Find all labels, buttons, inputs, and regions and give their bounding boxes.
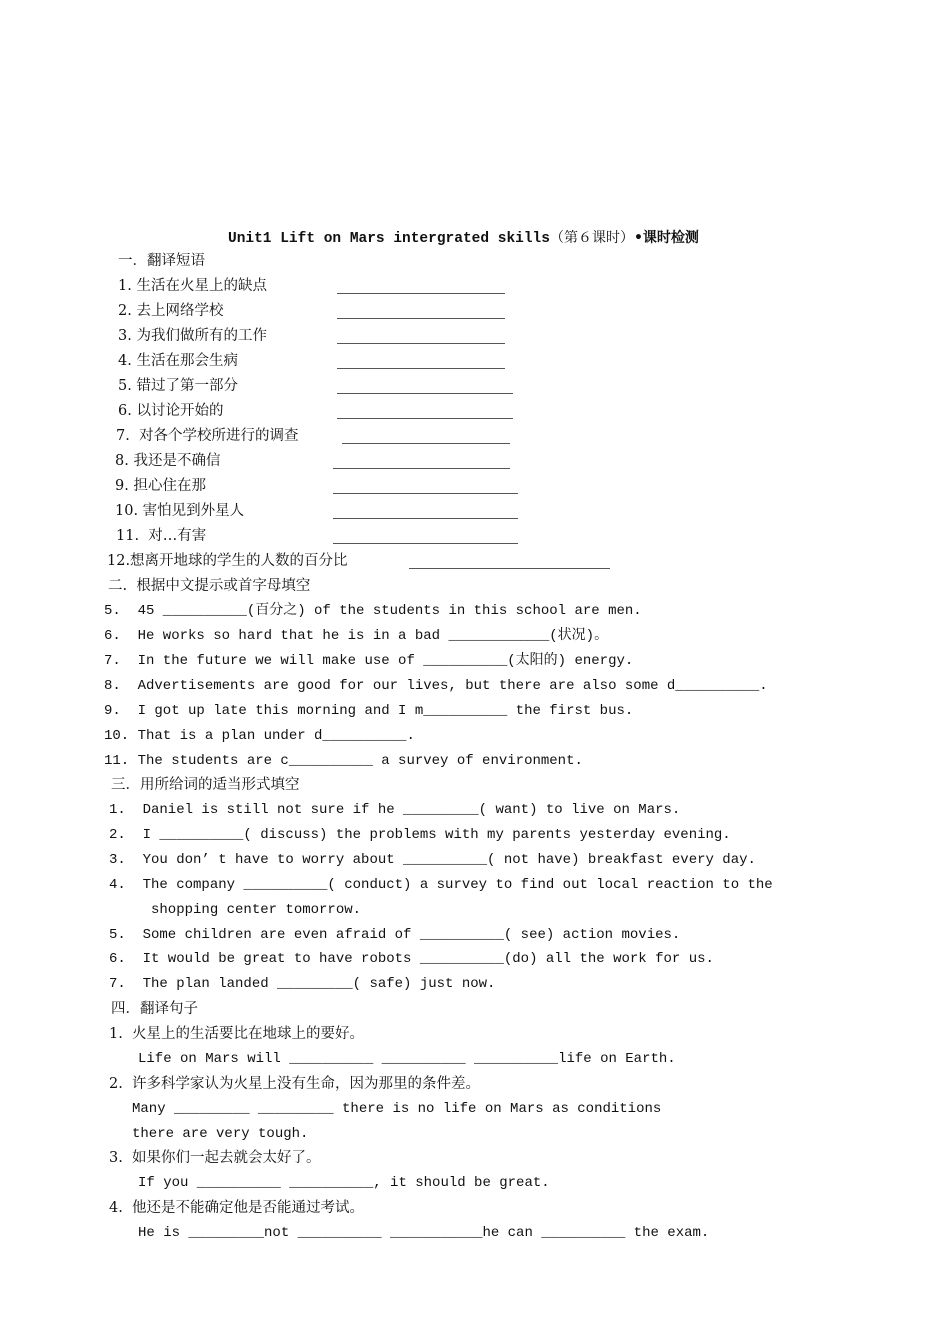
answer-blank-3[interactable] [337,343,505,344]
fill-item-10: 10. That is a plan under d__________. [104,728,415,744]
phrase-item-3: 3. 为我们做所有的工作 [118,328,267,344]
answer-blank-9[interactable] [333,493,518,494]
section-2-heading: 二. 根据中文提示或首字母填空 [108,578,311,594]
section-4-heading: 四．翻译句子 [111,1001,198,1017]
phrase-item-5: 5. 错过了第一部分 [118,378,238,394]
sentence-2-chinese: 2. 许多科学家认为火星上没有生命，因为那里的条件差。 [109,1076,481,1092]
fill-item-6: 6. He works so hard that he is in a bad ____________(状况)。 [104,628,609,644]
phrase-item-12: 12.想离开地球的学生的人数的百分比 [107,553,348,569]
answer-blank-5[interactable] [337,393,513,394]
answer-blank-10[interactable] [333,518,518,519]
phrase-item-2: 2. 去上网络学校 [118,303,224,319]
sentence-2-english-cont: there are very tough. [132,1126,309,1142]
phrase-item-8: 8. 我还是不确信 [115,453,221,469]
answer-blank-6[interactable] [337,418,513,419]
sentence-3-chinese: 3. 如果你们一起去就会太好了。 [109,1150,321,1166]
title-english: Unit1 Lift on Mars intergrated skills [228,231,550,247]
form-item-4-cont: shopping center tomorrow. [109,902,362,918]
answer-blank-12[interactable] [409,568,610,569]
title-suffix: •课时检测 [633,230,699,246]
form-item-2: 2. I __________( discuss) the problems with my parents yesterday evening. [109,827,731,843]
phrase-item-6: 6. 以讨论开始的 [118,403,224,419]
section-3-heading: 三．用所给词的适当形式填空 [111,777,300,793]
sentence-1-english: Life on Mars will __________ __________ __________life on Earth. [138,1051,676,1067]
answer-blank-11[interactable] [333,543,518,544]
section-1-heading: 一．翻译短语 [118,253,205,269]
form-item-1: 1. Daniel is still not sure if he _________( want) to live on Mars. [109,802,681,818]
sentence-4-chinese: 4. 他还是不能确定他是否能通过考试。 [109,1200,365,1216]
form-item-3: 3. You don’ t have to worry about __________( not have) breakfast every day. [109,852,756,868]
fill-item-11: 11. The students are c__________ a survey of environment. [104,753,583,769]
answer-blank-7[interactable] [342,443,510,444]
sentence-3-english: If you __________ __________, it should be great. [138,1175,550,1191]
phrase-item-1: 1. 生活在火星上的缺点 [118,278,267,294]
fill-item-8: 8. Advertisements are good for our lives, but there are also some d__________. [104,678,768,694]
phrase-item-7: 7. 对各个学校所进行的调查 [116,428,299,444]
answer-blank-1[interactable] [337,293,505,294]
sentence-4-english: He is _________not __________ ___________he can __________ the exam. [138,1225,710,1241]
phrase-item-4: 4. 生活在那会生病 [118,353,238,369]
fill-item-9: 9. I got up late this morning and I m__________ the first bus. [104,703,634,719]
phrase-item-9: 9. 担心住在那 [115,478,206,494]
form-item-4: 4. The company __________( conduct) a survey to find out local reaction to the [109,877,773,893]
phrase-item-11: 11. 对…有害 [116,528,207,544]
fill-item-7: 7. In the future we will make use of __________(太阳的) energy. [104,653,634,669]
answer-blank-8[interactable] [333,468,510,469]
phrase-item-10: 10. 害怕见到外星人 [115,503,245,519]
form-item-6: 6. It would be great to have robots __________(do) all the work for us. [109,951,714,967]
answer-blank-2[interactable] [337,318,505,319]
form-item-5: 5. Some children are even afraid of __________( see) action movies. [109,927,681,943]
sentence-2-english: Many _________ _________ there is no life on Mars as conditions [132,1101,662,1117]
title-lesson: （第６课时） [549,230,634,246]
fill-item-5: 5. 45 __________(百分之) of the students in this school are men. [104,603,642,619]
page-title [228,227,699,249]
answer-blank-4[interactable] [337,368,505,369]
form-item-7: 7. The plan landed _________( safe) just now. [109,976,496,992]
sentence-1-chinese: 1. 火星上的生活要比在地球上的要好。 [109,1026,365,1042]
